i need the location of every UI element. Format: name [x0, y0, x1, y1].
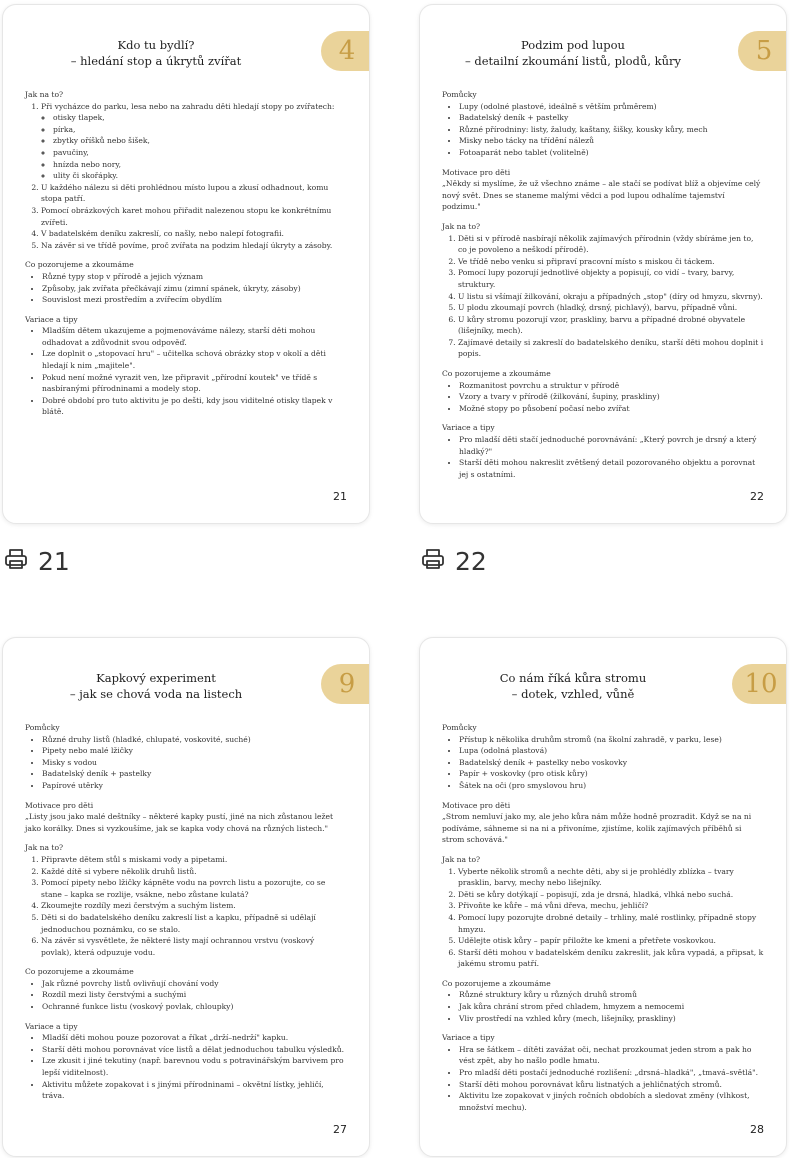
sub-item: ◦ hnízda nebo nory, — [53, 159, 347, 171]
list-item: • Různé typy stop v přírodě a jejich význam — [42, 271, 347, 283]
card-title — [460, 670, 686, 702]
sub-item: ◦ pavučiny, — [53, 147, 347, 159]
steps-list — [25, 101, 347, 252]
card-body — [25, 89, 347, 418]
step-item: 3. Přivoňte ke kůře – má vůni dřeva, mechu, jehličí? — [458, 900, 764, 912]
list-item: • Starší děti mohou porovnávat více listů a dělat jednoduchou tabulku výsledků. — [42, 1044, 347, 1056]
sub-list — [41, 112, 347, 182]
list-item: • Vzory a tvary v přírodě (žilkování, šupiny, praskliny) — [459, 391, 764, 403]
list-item: • Pokud není možné vyrazit ven, lze připravit „přírodní koutek" ve třídě s nasbíranými přírodninami a modely stop. — [42, 372, 347, 395]
section-heading: Variace a tipy — [442, 423, 495, 433]
list-item: • Lze zkusit i jiné tekutiny (např. barevnou vodu s potravinářským barvivem pro lepší viditelnost). — [42, 1055, 347, 1078]
list-item: • Badatelský deník + pastelky — [459, 112, 764, 124]
section-heading: Jak na to? — [442, 221, 481, 231]
list-item: • Různé přírodniny: listy, žaludy, kaštany, šišky, kousky kůry, mech — [459, 124, 764, 136]
step-item: 4. Zkoumejte rozdíly mezi čerstvým a suchým listem. — [41, 900, 347, 912]
section-heading: Pomůcky — [442, 90, 477, 99]
list-item: • Jak různé povrchy listů ovlivňují chování vody — [42, 978, 347, 990]
list-item: • Dobré období pro tuto aktivitu je po dešti, kdy jsou viditelné otisky tlapek v blátě. — [42, 395, 347, 418]
card-body — [25, 722, 347, 1102]
sub-item: ◦ zbytky oříšků nebo šišek, — [53, 135, 347, 147]
step-item: 6. U kůry stromu pozorují vzor, praskliny, barvu a případné drobné obyvatele (lišejníky, mech). — [458, 314, 764, 337]
list-item: • Rozmanitost povrchu a struktur v přírodě — [459, 380, 764, 392]
sub-item: ◦ ulity či skořápky. — [53, 170, 347, 182]
list-item: • Přístup k několika druhům stromů (na školní zahradě, v parku, lese) — [459, 734, 764, 746]
section-heading: Co pozorujeme a zkoumáme — [25, 967, 134, 977]
section-heading: Motivace pro děti — [442, 800, 511, 810]
title-line-1: Kdo tu bydlí? — [117, 38, 195, 52]
title-line-2: – dotek, vzhled, vůně — [511, 687, 635, 701]
card-body — [442, 89, 764, 480]
step-item: 3. Pomocí pipety nebo lžičky kápněte vodu na povrch listu a pozorujte, co se stane – kapka se rozlije, vsákne, nebo zůstane kulatá? — [41, 877, 347, 900]
step-item: 3. Pomocí obrázkových karet mohou přiřadit nalezenou stopu ke konkrétnímu zvířeti. — [41, 205, 347, 228]
step-item: 4. Pomocí lupy pozorujte drobné detaily – trhliny, malé rostlinky, případně stopy hmyzu. — [458, 912, 764, 935]
step-item: 1. Vyberte několik stromů a nechte děti, aby si je prohlédly zblízka – tvary prasklin, barvy, mechy nebo lišejníky. — [458, 866, 764, 889]
list-item: • Mladším dětem ukazujeme a pojmenováváme nálezy, starší děti mohou odhadovat a zdůvodnit svou odpověď. — [42, 325, 347, 348]
list-item: • Lupy (odolné plastové, ideálně s větším průměrem) — [459, 101, 764, 113]
list-item: • Pro mladší děti postačí jednoduché rozlišení: „drsná–hladká", „tmavá–světlá". — [459, 1067, 764, 1079]
activity-number-badge: 10 — [732, 664, 787, 704]
section-heading: Co pozorujeme a zkoumáme — [25, 260, 134, 270]
step-item: 4. V badatelském deníku zakreslí, co našly, nebo nalepí fotografii. — [41, 228, 347, 240]
page-card-21[interactable] — [2, 4, 370, 524]
tools-list — [25, 734, 347, 792]
step-item: 5. Udělejte otisk kůry – papír přiložte ke kmeni a přetřete voskovkou. — [458, 935, 764, 947]
list-item: • Vliv prostředí na vzhled kůry (mech, lišejníky, praskliny) — [459, 1013, 764, 1025]
section-heading: Motivace pro děti — [25, 800, 94, 810]
step-item: 2. U každého nálezu si děti prohlédnou místo lupou a zkusí odhadnout, komu stopa patří. — [41, 182, 347, 205]
print-button-21[interactable] — [4, 546, 70, 576]
list-item: • Misky s vodou — [42, 757, 347, 769]
section-heading: Variace a tipy — [25, 314, 78, 324]
tools-list — [442, 734, 764, 792]
list-item: • Mladší děti mohou pouze pozorovat a říkat „drží–nedrží" kapku. — [42, 1032, 347, 1044]
list-item: • Aktivitu lze zopakovat v jiných ročních obdobích a sledovat změny (vlhkost, množství mechu). — [459, 1090, 764, 1113]
section-heading: Jak na to? — [442, 854, 481, 864]
step-item: 6. Na závěr si vysvětlete, že některé listy mají ochrannou vrstvu (voskový povlak), která odpuzuje vodu. — [41, 935, 347, 958]
section-heading: Pomůcky — [25, 723, 60, 732]
tips-list — [442, 434, 764, 480]
section-heading: Variace a tipy — [442, 1033, 495, 1043]
observe-list — [442, 380, 764, 415]
steps-list — [442, 233, 764, 361]
list-item: • Různé druhy listů (hladké, chlupaté, voskovité, suché) — [42, 734, 347, 746]
section-heading: Co pozorujeme a zkoumáme — [442, 369, 551, 379]
tools-list — [442, 101, 764, 159]
section-heading: Jak na to? — [25, 90, 64, 99]
activity-number-badge: 5 — [738, 31, 787, 71]
printer-icon — [421, 547, 445, 575]
list-item: • Aktivitu můžete zopakovat i s jinými přírodninami – okvětní lístky, jehličí, tráva. — [42, 1079, 347, 1102]
title-line-2: – hledání stop a úkrytů zvířat — [70, 54, 242, 68]
list-item: • Lupa (odolná plastová) — [459, 745, 764, 757]
page-card-27[interactable] — [2, 637, 370, 1157]
step-item: 5. Na závěr si ve třídě povíme, proč zvířata na podzim hledají úkryty a zásoby. — [41, 240, 347, 252]
list-item: • Různé struktury kůry u různých druhů stromů — [459, 989, 764, 1001]
printer-icon — [4, 547, 28, 575]
list-item: • Hra se šátkem – dítěti zavážat oči, nechat prozkoumat jeden strom a pak ho vést zpět, aby ho našlo podle hmatu. — [459, 1044, 764, 1067]
list-item: • Možné stopy po působení počasí nebo zvířat — [459, 403, 764, 415]
step-item: 1. Při vycházce do parku, lesa nebo na zahradu děti hledají stopy po zvířatech: ◦ otisky tlapek, ◦ pírka, ◦ zbytky oříšků nebo šišek, ◦ pavučiny, ◦ hnízda nebo nory, ◦ ulity či skořápky. — [41, 101, 347, 182]
page-number: 28 — [750, 1123, 764, 1136]
step-item: 5. Děti si do badatelského deníku zakreslí list a kapku, případně si udělají jednoduchou poznámku, co se stalo. — [41, 912, 347, 935]
title-line-2: – jak se chová voda na listech — [69, 687, 243, 701]
list-item: • Starší děti mohou nakreslit zvětšený detail pozorovaného objektu a porovnat jej s ostatními. — [459, 457, 764, 480]
list-item: • Starší děti mohou porovnávat kůru listnatých a jehličnatých stromů. — [459, 1079, 764, 1091]
step-item: 6. Starší děti mohou v badatelském deníku zakreslit, jak kůra vypadá, a připsat, k jakému stromu patří. — [458, 947, 764, 970]
list-item: • Lze doplnit o „stopovací hru" – učitelka schová obrázky stop v okolí a děti hledají k nim „majitele". — [42, 348, 347, 371]
activity-number-badge: 9 — [321, 664, 370, 704]
step-item: 1. Děti si v přírodě nasbírají několik zajímavých přírodnin (vždy sbíráme jen to, co je povoleno a neškodí přírodě). — [458, 233, 764, 256]
tips-list — [25, 1032, 347, 1102]
step-item: 7. Zajímavé detaily si zakreslí do badatelského deníku, starší děti mohou doplnit i popis. — [458, 337, 764, 360]
list-item: • Papírové utěrky — [42, 780, 347, 792]
sub-item: ◦ otisky tlapek, — [53, 112, 347, 124]
section-heading: Jak na to? — [25, 843, 64, 853]
print-button-22[interactable] — [421, 546, 487, 576]
card-title — [460, 37, 686, 69]
list-item: • Pipety nebo malé lžičky — [42, 745, 347, 757]
section-heading: Pomůcky — [442, 723, 477, 732]
list-item: • Pro mladší děti stačí jednoduché porovnávání: „Který povrch je drsný a který hladký?" — [459, 434, 764, 457]
steps-list — [25, 854, 347, 958]
section-heading: Motivace pro děti — [442, 167, 511, 177]
motivation-text: „Strom nemluví jako my, ale jeho kůra nám může hodně prozradit. Když se na ni podíváme, sáhneme si na ni a přivoníme, zjistíme, kolik zajímavých příběhů si strom schovává." — [442, 812, 752, 845]
print-count: 21 — [38, 546, 70, 576]
title-line-1: Co nám říká kůra stromu — [499, 671, 647, 685]
step-item: 2. Děti se kůry dotýkají – popisují, zda je drsná, hladká, vlhká nebo suchá. — [458, 889, 764, 901]
page-number: 21 — [333, 490, 347, 503]
tips-list — [25, 325, 347, 418]
list-item: • Způsoby, jak zvířata přečkávají zimu (zimní spánek, úkryty, zásoby) — [42, 283, 347, 295]
observe-list — [25, 978, 347, 1013]
list-item: • Šátek na oči (pro smyslovou hru) — [459, 780, 764, 792]
card-body — [442, 722, 764, 1113]
page-card-22[interactable] — [419, 4, 787, 524]
title-line-1: Kapkový experiment — [96, 671, 216, 685]
list-item: • Misky nebo tácky na třídění nálezů — [459, 135, 764, 147]
motivation-text: „Listy jsou jako malé deštníky – některé kapky pustí, jiné na nich zůstanou ležet jako korálky. Dnes si vyzkoušíme, jak se kapka vody chová na různých listech." — [25, 812, 334, 833]
list-item: • Jak kůra chrání strom před chladem, hmyzem a nemocemi — [459, 1001, 764, 1013]
step-item: 5. U plodu zkoumají povrch (hladký, drsný, pichlavý), barvu, případně vůni. — [458, 302, 764, 314]
step-item: 3. Pomocí lupy pozorují jednotlivé objekty a popisují, co vidí – tvary, barvy, struktury. — [458, 267, 764, 290]
list-item: • Rozdíl mezi listy čerstvými a suchými — [42, 989, 347, 1001]
list-item: • Badatelský deník + pastelky nebo voskovky — [459, 757, 764, 769]
list-item: • Fotoaparát nebo tablet (volitelně) — [459, 147, 764, 159]
step-item: 2. Ve třídě nebo venku si připraví pracovní místo s miskou či táckem. — [458, 256, 764, 268]
list-item: • Ochranné funkce listu (voskový povlak, chloupky) — [42, 1001, 347, 1013]
list-item: • Badatelský deník + pastelky — [42, 768, 347, 780]
card-title — [43, 37, 269, 69]
steps-list — [442, 866, 764, 970]
observe-list — [25, 271, 347, 306]
page-card-28[interactable] — [419, 637, 787, 1157]
activity-number-badge: 4 — [321, 31, 370, 71]
title-line-2: – detailní zkoumání listů, plodů, kůry — [464, 54, 681, 68]
print-count: 22 — [455, 546, 487, 576]
step-item: 2. Každé dítě si vybere několik druhů listů. — [41, 866, 347, 878]
list-item: • Souvislost mezi prostředím a zvířecím obydlím — [42, 294, 347, 306]
motivation-text: „Někdy si myslíme, že už všechno známe – ale stačí se podívat blíž a objevíme celý nový svět. Dnes se staneme malými vědci a pod lupou odhalíme tajemství podzimu." — [442, 179, 761, 212]
section-heading: Variace a tipy — [25, 1021, 78, 1031]
page-number: 22 — [750, 490, 764, 503]
card-title — [43, 670, 269, 702]
step-item: 1. Připravte dětem stůl s miskami vody a pipetami. — [41, 854, 347, 866]
sub-item: ◦ pírka, — [53, 124, 347, 136]
step-item: 4. U listu si všímají žilkování, okraju a případných „stop" (díry od hmyzu, skvrny). — [458, 291, 764, 303]
tips-list — [442, 1044, 764, 1114]
list-item: • Papír + voskovky (pro otisk kůry) — [459, 768, 764, 780]
section-heading: Co pozorujeme a zkoumáme — [442, 978, 551, 988]
observe-list — [442, 989, 764, 1024]
title-line-1: Podzim pod lupou — [521, 38, 625, 52]
page-number: 27 — [333, 1123, 347, 1136]
